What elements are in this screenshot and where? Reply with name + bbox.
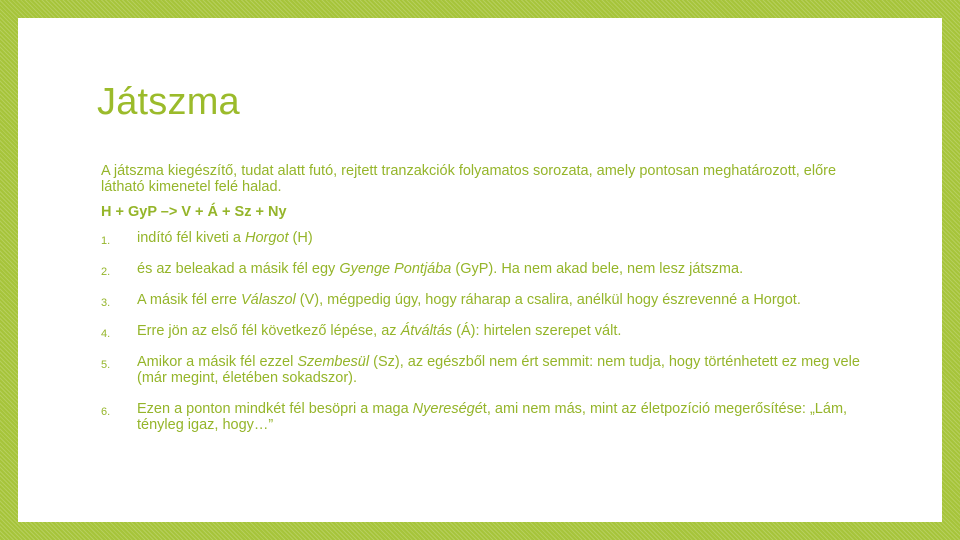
- item-term: Átváltás: [400, 323, 453, 339]
- item-text: és az beleakad a másik fél egy: [137, 261, 340, 277]
- slide-title: Játszma: [97, 81, 240, 123]
- list-item: [101, 354, 861, 386]
- item-text: Erre jön az első fél következő lépése, az: [137, 323, 401, 339]
- item-text: (H): [288, 230, 313, 246]
- item-text: (Sz), az egészből nem ért semmit: nem tudja, hogy történhetett ez meg vele (már megint, életében sokadszor).: [137, 354, 860, 386]
- list-item: [101, 292, 861, 308]
- list-item: [101, 323, 861, 339]
- slide-content: [101, 163, 861, 448]
- item-text: (Á): hirtelen szerepet vált.: [452, 323, 622, 339]
- item-text: A másik fél erre: [137, 292, 241, 308]
- item-text: t, ami nem más, mint az életpozíció megerősítése: „Lám, tényleg igaz, hogy…”: [137, 401, 848, 433]
- steps-list: [101, 230, 861, 433]
- item-text: indító fél kiveti a: [137, 230, 245, 246]
- slide: [18, 18, 942, 522]
- list-number: 1.: [101, 235, 111, 247]
- item-text: Ezen a ponton mindkét fél besöpri a maga: [137, 401, 413, 417]
- item-term: Válaszol: [240, 292, 296, 308]
- item-text: (GyP). Ha nem akad bele, nem lesz játszma.: [451, 261, 744, 277]
- intro-paragraph: A játszma kiegészítő, tudat alatt futó, rejtett tranzakciók folyamatos sorozata, amely pontosan meghatározott, előre látható kimenetel felé halad.: [101, 163, 837, 195]
- list-item: [101, 401, 861, 433]
- item-text: Amikor a másik fél ezzel: [137, 354, 298, 370]
- item-term: Nyereségé: [412, 401, 483, 417]
- item-term: Szembesül: [297, 354, 370, 370]
- list-number: 6.: [101, 406, 111, 418]
- item-term: Horgot: [245, 230, 289, 246]
- item-text: (V), mégpedig úgy, hogy ráharap a csalira, anélkül hogy észrevenné a Horgot.: [295, 292, 801, 308]
- list-number: 5.: [101, 359, 111, 371]
- list-item: [101, 230, 861, 246]
- list-number: 4.: [101, 328, 111, 340]
- item-term: Gyenge Pontjába: [339, 261, 452, 277]
- formula: H + GyP –> V + Á + Sz + Ny: [101, 204, 287, 220]
- list-number: 3.: [101, 297, 111, 309]
- list-item: [101, 261, 861, 277]
- list-number: 2.: [101, 266, 111, 278]
